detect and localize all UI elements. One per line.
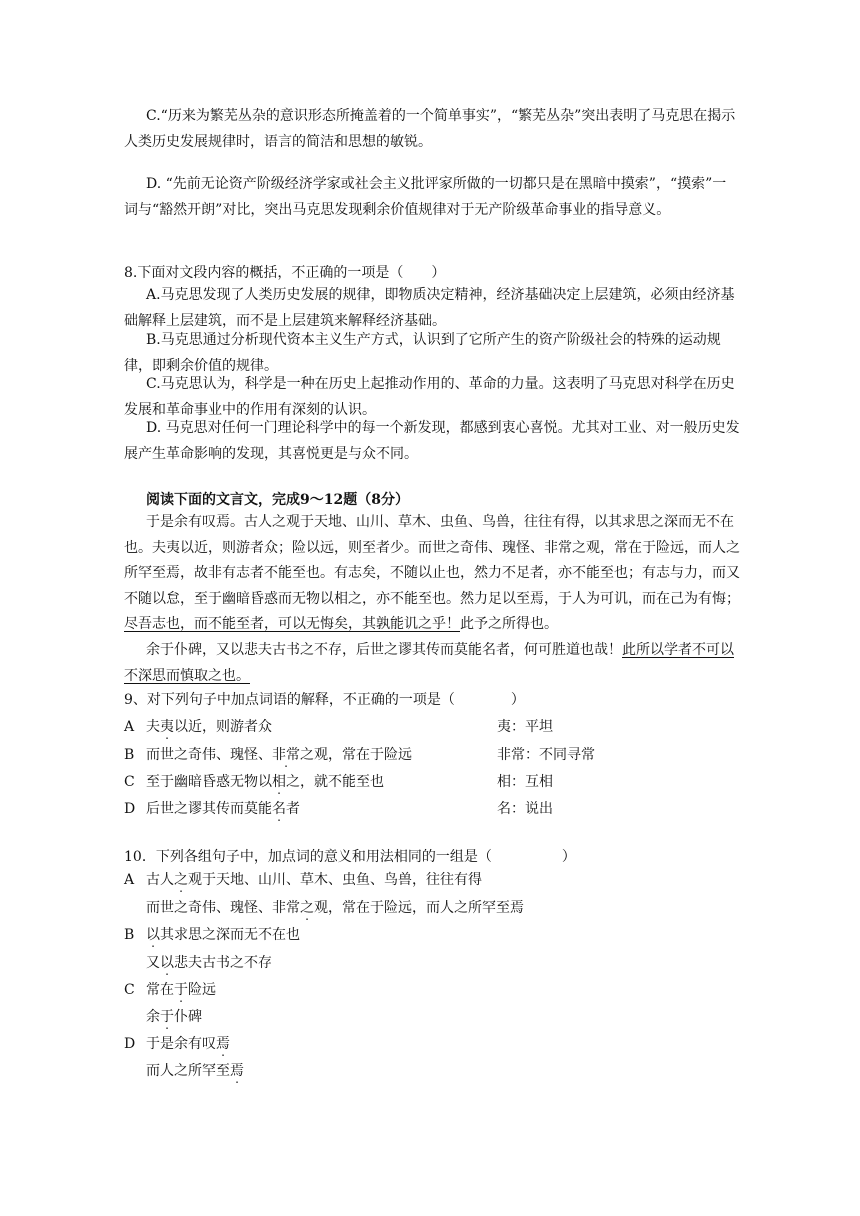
q10-a-line2-pre: 而世之奇伟、瑰怪、非常 [146, 900, 300, 916]
classical-p1-tail: 此予之所得也。 [460, 616, 558, 632]
q10-b-line2-pre: 又 [146, 955, 160, 971]
q9-b-pre: 而世之奇伟、瑰怪、 [146, 747, 272, 763]
q10-a-line2-post: 观，常在于险远，而人之所罕至焉 [314, 900, 524, 916]
q10-c-line1-post: 险远 [188, 982, 216, 998]
q10-b-line2-post: 悲夫古书之不存 [174, 955, 272, 971]
classical-p2-text: 余于仆碑，又以悲夫古书之不存，后世之谬其传而莫能名者，何可胜道也哉！ [146, 642, 622, 658]
q10-d-line2-dotted: 焉 [230, 1063, 244, 1079]
q10-d-line2-pre: 而人之所罕至 [146, 1063, 230, 1079]
q9-c-post: 之，就不能至也 [286, 774, 384, 790]
q8-option-c: C.马克思认为，科学是一种在历史上起推动作用的、革命的力量。这表明了马克思对科学在历史发展和革命事业中的作用有深刻的认识。 [124, 376, 735, 418]
q9-d-pre: 后世之谬其传而莫能 [146, 801, 272, 817]
classical-heading: 阅读下面的文言文，完成9～12题（8分） [146, 492, 409, 508]
q8-option-a: A.马克思发现了人类历史发展的规律，即物质决定精神，经济基础决定上层建筑，必须由经济基础解释上层建筑，而不是上层建筑来解释经济基础。 [124, 287, 735, 329]
classical-paragraph-2 [124, 638, 740, 689]
q9-c-dotted: 相 [272, 774, 286, 790]
q9-d-post: 者 [286, 801, 300, 817]
option-label: B [124, 927, 135, 943]
q10-a-line1-pre: 古人 [146, 872, 174, 888]
q9-stem: 9、对下列句子中加点词语的解释，不正确的一项是（ ） [124, 692, 525, 708]
option-label: C [124, 982, 135, 998]
classical-p1-underlined: 尽吾志也，而不能至者，可以无悔矣，其孰能讥之乎！ [124, 616, 460, 632]
q9-b-post: 之观，常在于险远 [300, 747, 412, 763]
q10-a-line1-dotted: 之 [174, 872, 188, 888]
q10-c-line1-pre: 常在 [146, 982, 174, 998]
q10-a-line2-dotted: 之 [300, 900, 314, 916]
q10-stem: 10．下列各组句子中，加点词的意义和用法相同的一组是（ ） [124, 849, 576, 865]
option-label: C [124, 774, 135, 790]
option-label: B [124, 747, 135, 763]
q10-c-line2-dotted: 于 [160, 1009, 174, 1025]
q7-option-d: D. “先前无论资产阶级经济学家或社会主义批评家所做的一切都只是在黑暗中摸索”，“摸索”一词与“豁然开朗”对比，突出马克思发现剩余价值规律对于无产阶级革命事业的指导意义。 [124, 176, 727, 218]
option-label: D [124, 1036, 136, 1052]
q8-option-d: D. 马克思对任何一门理论科学中的每一个新发现，都感到衷心喜悦。尤其对工业、对一般历史发展产生革命影响的发现，其喜悦更是与众不同。 [124, 420, 740, 462]
q9-a-dotted: 夷 [160, 719, 174, 735]
q10-c-line1-dotted: 于 [174, 982, 188, 998]
q10-b-line2-dotted: 以 [160, 955, 174, 971]
q10-b-line1-post: 其求思之深而无不在也 [160, 927, 300, 943]
q9-b-dotted: 非常 [272, 747, 300, 763]
q9-d-gloss: 名：说出 [497, 801, 553, 817]
q10-b-line1-dotted: 以 [146, 927, 160, 943]
q10-c-line2-post: 仆碑 [174, 1009, 202, 1025]
q9-a-gloss: 夷：平坦 [497, 719, 553, 735]
q9-c-gloss: 相：互相 [497, 774, 553, 790]
q9-a-post: 以近，则游者众 [174, 719, 272, 735]
q8-stem: 8.下面对文段内容的概括，不正确的一项是（ ） [124, 265, 446, 281]
classical-p1-text: 于是余有叹焉。古人之观于天地、山川、草木、虫鱼、鸟兽，往往有得，以其求思之深而无不在也。夫夷以近，则游者众；险以远，则至者少。而世之奇伟、瑰怪、非常之观，常在于险远，而人之所罕至焉，故非有志者不能至也。有志矣，不随以止也，然力不足者，亦不能至也；有志与力，而又不随以怠，至于幽暗昏惑而无物以相之，亦不能至也。然力足以至焉，于人为可讥，而在己为有悔； [124, 514, 740, 607]
q9-b-gloss: 非常：不同寻常 [497, 747, 595, 763]
q10-d-line1-dotted: 焉 [216, 1036, 230, 1052]
option-label: A [124, 872, 135, 888]
q9-d-dotted: 名 [272, 801, 286, 817]
q9-c-pre: 至于幽暗昏惑无物以 [146, 774, 272, 790]
q10-c-line2-pre: 余 [146, 1009, 160, 1025]
q10-d-line1-pre: 于是余有叹 [146, 1036, 216, 1052]
classical-paragraph-1 [124, 510, 740, 638]
classical-p2-underlined: 此所以学者不可以不深思而慎取之也。 [124, 642, 734, 684]
q9-a-pre: 夫 [146, 719, 160, 735]
option-label: D [124, 801, 136, 817]
q7-option-c: C.“历来为繁芜丛杂的意识形态所掩盖着的一个简单事实”，“繁芜丛杂”突出表明了马克思在揭示人类历史发展规律时，语言的简洁和思想的敏锐。 [124, 108, 736, 150]
option-label: A [124, 719, 135, 735]
q10-a-line1-post: 观于天地、山川、草木、虫鱼、鸟兽，往往有得 [188, 872, 482, 888]
q8-option-b: B.马克思通过分析现代资本主义生产方式，认识到了它所产生的资产阶级社会的特殊的运动规律，即剩余价值的规律。 [124, 332, 721, 374]
